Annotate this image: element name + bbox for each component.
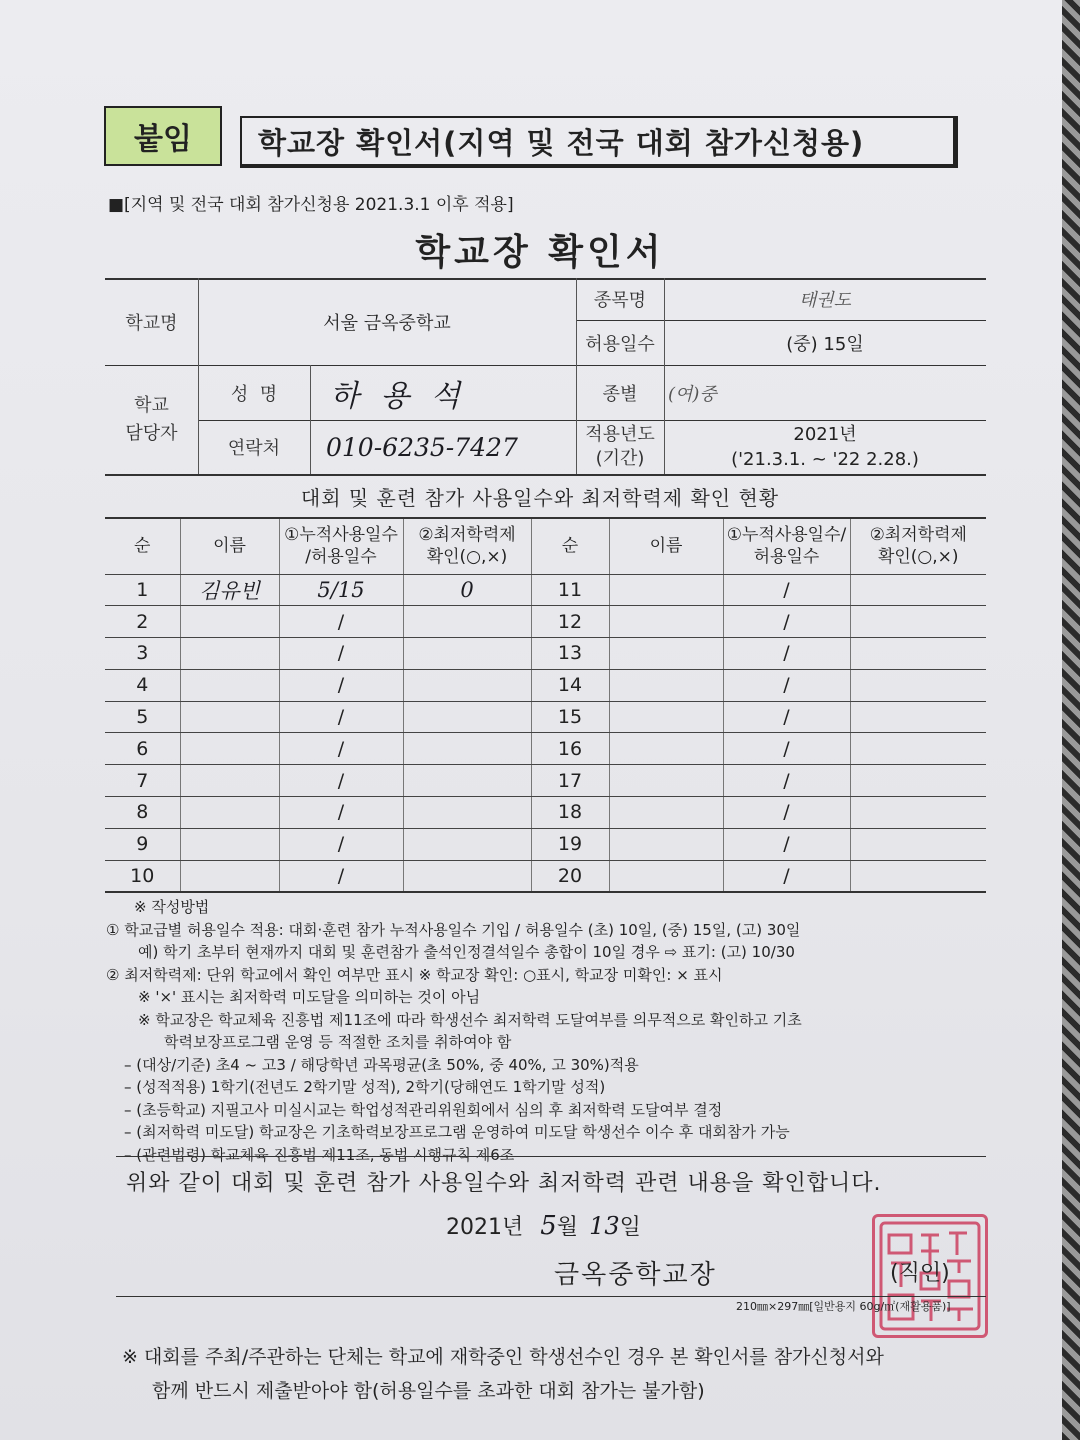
cell-no: 6 [105, 733, 180, 765]
cell-check [850, 860, 986, 892]
cell-no: 3 [105, 638, 180, 670]
cell-check [403, 765, 531, 797]
attachment-tag: 붙임 [104, 106, 222, 166]
cell-no: 12 [531, 606, 609, 638]
name-label: 성 명 [230, 383, 278, 405]
cell-name [609, 828, 723, 860]
contact-label: 연락처 [227, 438, 281, 459]
notes-heading: ※ 작성방법 [134, 898, 210, 916]
cell-no: 19 [531, 828, 609, 860]
cell-check [403, 733, 531, 765]
contact-value-handwritten: 010-6235-7427 [326, 432, 518, 462]
note-1a: ① 학교급별 허용일수 적용: 대회·훈련 참가 누적사용일수 기입 / 허용일수 (초) 10일, (중) 15일, (고) 30일 [106, 920, 801, 939]
cell-check [850, 765, 986, 797]
date-year: 2021년 [446, 1215, 524, 1240]
col-name: 이름 [180, 518, 279, 574]
form-title-box: 학교장 확인서(지역 및 전국 대회 참가신청용) [240, 116, 958, 168]
year-value [664, 420, 986, 474]
col-name-right: 이름 [609, 518, 723, 574]
col-days-line1: ①누적사용일수 [284, 525, 398, 546]
seal-label: (직인) [890, 1261, 950, 1286]
sport-value: 태권도 [798, 290, 852, 311]
table-row [105, 574, 986, 606]
sign-date [446, 1210, 641, 1241]
cell-name [180, 669, 279, 701]
cell-days: / [723, 797, 850, 829]
cell-name [180, 765, 279, 797]
year-value-period: ('21.3.1. ~ '22 2.28.) [731, 449, 919, 470]
cell-check [850, 733, 986, 765]
table-row [105, 797, 986, 829]
cell-name [609, 669, 723, 701]
cell-check [403, 606, 531, 638]
cell-no: 18 [531, 797, 609, 829]
cell-days: / [723, 860, 850, 892]
cell-check [403, 701, 531, 733]
table-row [105, 669, 986, 701]
detail-1: – (대상/기준) 초4 ~ 고3 / 해당학년 과목평균(초 50%, 중 40%, 고 30%)적용 [124, 1055, 639, 1074]
cell-no: 8 [105, 797, 180, 829]
staff-label-line1: 학교 [134, 394, 169, 416]
col-academic-right-line1: ②최저학력제 [869, 525, 967, 546]
year-label [576, 420, 664, 474]
col-days-right [723, 518, 850, 574]
cell-name [609, 638, 723, 670]
instructions [106, 896, 986, 1166]
notes-divider [116, 1156, 986, 1157]
cell-days: / [279, 765, 403, 797]
note-2: ② 최저학력제: 단위 학교에서 확인 여부만 표시 ※ 학교장 확인: ○표시, 학교장 미확인: × 표시 [106, 965, 723, 984]
date-day-unit: 일 [619, 1215, 641, 1240]
col-academic [403, 518, 531, 574]
cell-days: / [723, 733, 850, 765]
cell-check [403, 828, 531, 860]
footer-divider [116, 1296, 986, 1297]
note-3: ※ '×' 표시는 최저학력 미도달을 의미하는 것이 아님 [138, 988, 481, 1006]
cell-name [180, 733, 279, 765]
table-row [105, 828, 986, 860]
cell-no: 15 [531, 701, 609, 733]
cell-days: / [723, 638, 850, 670]
cell-check [850, 828, 986, 860]
cell-days: / [723, 828, 850, 860]
year-label-line1: 적용년도 [585, 424, 655, 445]
staff-label [105, 365, 198, 474]
cell-name: 김유빈 [180, 574, 279, 606]
table-row [105, 606, 986, 638]
cell-check [850, 669, 986, 701]
table-row [105, 860, 986, 892]
cell-no: 10 [105, 860, 180, 892]
note-4b: 학력보장프로그램 운영 등 적절한 조치를 취하여야 함 [164, 1033, 512, 1051]
background-edge [1062, 0, 1080, 1440]
cell-days: / [723, 669, 850, 701]
cell-check [403, 669, 531, 701]
cell-no: 13 [531, 638, 609, 670]
col-no: 순 [105, 518, 180, 574]
date-day-handwritten: 13 [589, 1212, 620, 1240]
cell-no: 17 [531, 765, 609, 797]
col-days-line2: /허용일수 [305, 547, 377, 568]
cell-check [850, 638, 986, 670]
detail-3: – (초등학교) 지필고사 미실시교는 학업성적관리위원회에서 심의 후 최저학력 도달여부 결정 [124, 1100, 723, 1119]
cell-no: 2 [105, 606, 180, 638]
cell-no: 11 [531, 574, 609, 606]
cell-days: / [723, 606, 850, 638]
cell-days: / [723, 574, 850, 606]
col-academic-right-line2: 확인(○,×) [877, 547, 959, 568]
table-row [105, 733, 986, 765]
col-academic-right [850, 518, 986, 574]
cell-days: / [723, 765, 850, 797]
col-days-right-line2: 허용일수 [753, 547, 820, 568]
gender-value: (여)중 [668, 383, 717, 405]
cell-name [180, 828, 279, 860]
cell-name [609, 606, 723, 638]
cell-check [850, 701, 986, 733]
cell-days: 5/15 [279, 574, 403, 606]
detail-4: – (최저학력 미도달) 학교장은 기초학력보장프로그램 운영하여 미도달 학생선수 이수 후 대회참가 가능 [124, 1123, 790, 1141]
cell-name [180, 860, 279, 892]
cell-name [180, 701, 279, 733]
section-title: 대회 및 훈련 참가 사용일수와 최저학력제 확인 현황 [300, 486, 780, 510]
cell-name [609, 797, 723, 829]
cell-name [180, 638, 279, 670]
cell-check [403, 860, 531, 892]
detail-5: – (관련법령) 학교체육 진흥법 제11조, 동법 시행규칙 제6조 [124, 1145, 515, 1164]
cell-name [609, 765, 723, 797]
col-academic-line2: 확인(○,×) [426, 547, 508, 568]
note-1b: 예) 학기 초부터 현재까지 대회 및 훈련참가 출석인정결석일수 총합이 10일 경우 ⇨ 표기: (고) 10/30 [138, 943, 795, 961]
cell-no: 7 [105, 765, 180, 797]
submission-note-line2: 함께 반드시 제출받아야 함(허용일수를 초과한 대회 참가는 불가함) [152, 1380, 705, 1402]
cell-no: 9 [105, 828, 180, 860]
cell-check [403, 797, 531, 829]
year-label-line2: (기간) [595, 448, 645, 469]
name-value-handwritten: 하 용 석 [330, 378, 467, 414]
cell-days: / [279, 701, 403, 733]
cell-days: / [279, 828, 403, 860]
cell-name [609, 701, 723, 733]
cell-name [180, 797, 279, 829]
cell-check [850, 574, 986, 606]
cell-days: / [279, 638, 403, 670]
allowed-days-label: 허용일수 [585, 333, 655, 355]
school-label: 학교명 [125, 312, 178, 334]
principal-signature: 금옥중학교장 [554, 1260, 717, 1290]
cell-check [403, 638, 531, 670]
cell-no: 20 [531, 860, 609, 892]
year-value-year: 2021년 [793, 424, 857, 445]
sport-label: 종목명 [593, 290, 647, 311]
cell-days: / [279, 860, 403, 892]
cell-check [850, 606, 986, 638]
usage-table [105, 517, 986, 893]
allowed-days-value: (중) 15일 [786, 333, 864, 355]
cell-days: / [279, 797, 403, 829]
col-days [279, 518, 403, 574]
cell-check: 0 [403, 574, 531, 606]
detail-2: – (성적적용) 1학기(전년도 2학기말 성적), 2학기(당해연도 1학기말 성적) [124, 1078, 606, 1096]
cell-days: / [723, 701, 850, 733]
submission-note [122, 1340, 884, 1408]
cell-days: / [279, 733, 403, 765]
school-value: 서울 금옥중학교 [323, 312, 451, 334]
cell-name [609, 733, 723, 765]
cell-name [609, 860, 723, 892]
staff-label-line2: 담당자 [125, 422, 178, 444]
cell-days: / [279, 606, 403, 638]
table-row [105, 765, 986, 797]
cell-no: 16 [531, 733, 609, 765]
paper-spec: 210㎜×297㎜[일반용지 60g/㎡(재활용품)] [736, 1300, 951, 1313]
table-row [105, 701, 986, 733]
cell-check [850, 797, 986, 829]
confirmation-statement: 위와 같이 대회 및 훈련 참가 사용일수와 최저학력 관련 내용을 확인합니다. [126, 1171, 882, 1196]
cell-no: 4 [105, 669, 180, 701]
cell-name [180, 606, 279, 638]
col-no-right: 순 [531, 518, 609, 574]
col-academic-line1: ②최저학력제 [418, 525, 516, 546]
applicability-note: ■[지역 및 전국 대회 참가신청용 2021.3.1 이후 적용] [108, 195, 514, 215]
cell-name [609, 574, 723, 606]
note-4a: ※ 학교장은 학교체육 진흥법 제11조에 따라 학생선수 최저학력 도달여부를 의무적으로 확인하고 기초 [138, 1010, 802, 1029]
date-month-handwritten: 5 [540, 1211, 557, 1241]
table-header-row [105, 518, 986, 574]
document-title: 학교장 확인서 [415, 232, 665, 273]
cell-no: 5 [105, 701, 180, 733]
submission-note-line1: ※ 대회를 주최/주관하는 단체는 학교에 재학중인 학생선수인 경우 본 확인서를 참가신청서와 [122, 1346, 884, 1368]
col-days-right-line1: ①누적사용일수/ [726, 525, 847, 546]
table-row [105, 638, 986, 670]
cell-no: 14 [531, 669, 609, 701]
gender-label: 종별 [602, 383, 638, 405]
cell-no: 1 [105, 574, 180, 606]
date-month-unit: 월 [556, 1215, 579, 1240]
cell-days: / [279, 669, 403, 701]
